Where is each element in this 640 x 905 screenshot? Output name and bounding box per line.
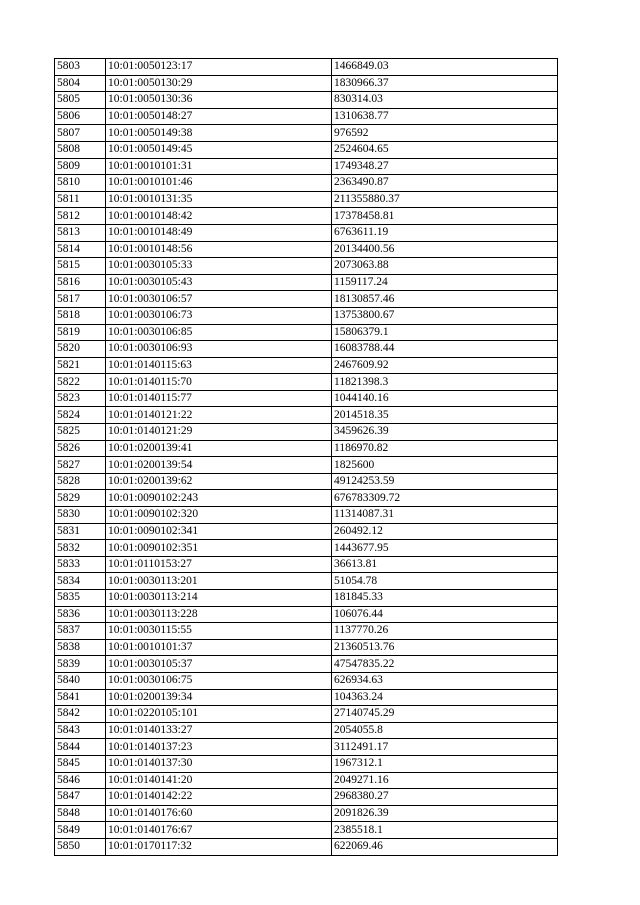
table-row bbox=[55, 175, 558, 192]
value-cell: 3459626.39 bbox=[332, 424, 558, 441]
table-row bbox=[55, 241, 558, 258]
value-cell: 16083788.44 bbox=[332, 341, 558, 358]
row-number-cell: 5822 bbox=[55, 374, 106, 391]
table-row bbox=[55, 191, 558, 208]
table-row bbox=[55, 507, 558, 524]
row-number-cell: 5813 bbox=[55, 224, 106, 241]
value-cell: 11314087.31 bbox=[332, 507, 558, 524]
table-row bbox=[55, 755, 558, 772]
cadastral-number-cell: 10:01:0050148:27 bbox=[106, 108, 332, 125]
value-cell: 1137770.26 bbox=[332, 623, 558, 640]
value-cell: 181845.33 bbox=[332, 590, 558, 607]
value-cell: 2363490.87 bbox=[332, 175, 558, 192]
table-row bbox=[55, 341, 558, 358]
cadastral-number-cell: 10:01:0170117:32 bbox=[106, 838, 332, 855]
cadastral-number-cell: 10:01:0140141:20 bbox=[106, 772, 332, 789]
cadastral-number-cell: 10:01:0090102:320 bbox=[106, 507, 332, 524]
row-number-cell: 5846 bbox=[55, 772, 106, 789]
cadastral-number-cell: 10:01:0010101:37 bbox=[106, 639, 332, 656]
cadastral-number-cell: 10:01:0030106:93 bbox=[106, 341, 332, 358]
table-row bbox=[55, 158, 558, 175]
row-number-cell: 5842 bbox=[55, 706, 106, 723]
row-number-cell: 5845 bbox=[55, 755, 106, 772]
table-row bbox=[55, 490, 558, 507]
row-number-cell: 5821 bbox=[55, 357, 106, 374]
table-row bbox=[55, 274, 558, 291]
table-row bbox=[55, 556, 558, 573]
value-cell: 1159117.24 bbox=[332, 274, 558, 291]
row-number-cell: 5810 bbox=[55, 175, 106, 192]
row-number-cell: 5808 bbox=[55, 141, 106, 158]
value-cell: 104363.24 bbox=[332, 689, 558, 706]
value-cell: 2385518.1 bbox=[332, 822, 558, 839]
cadastral-number-cell: 10:01:0030106:85 bbox=[106, 324, 332, 341]
table-row bbox=[55, 606, 558, 623]
row-number-cell: 5847 bbox=[55, 789, 106, 806]
row-number-cell: 5811 bbox=[55, 191, 106, 208]
row-number-cell: 5804 bbox=[55, 75, 106, 92]
row-number-cell: 5839 bbox=[55, 656, 106, 673]
row-number-cell: 5835 bbox=[55, 590, 106, 607]
table-row bbox=[55, 838, 558, 855]
value-cell: 2014518.35 bbox=[332, 407, 558, 424]
value-cell: 830314.03 bbox=[332, 92, 558, 109]
cadastral-number-cell: 10:01:0200139:54 bbox=[106, 457, 332, 474]
cadastral-number-cell: 10:01:0140121:22 bbox=[106, 407, 332, 424]
row-number-cell: 5828 bbox=[55, 473, 106, 490]
cadastral-number-cell: 10:01:0010131:35 bbox=[106, 191, 332, 208]
row-number-cell: 5823 bbox=[55, 390, 106, 407]
table-row bbox=[55, 523, 558, 540]
table-body bbox=[55, 59, 558, 856]
cadastral-number-cell: 10:01:0030106:57 bbox=[106, 291, 332, 308]
table-row bbox=[55, 108, 558, 125]
cadastral-number-cell: 10:01:0140137:23 bbox=[106, 739, 332, 756]
value-cell: 1830966.37 bbox=[332, 75, 558, 92]
row-number-cell: 5827 bbox=[55, 457, 106, 474]
row-number-cell: 5825 bbox=[55, 424, 106, 441]
table-row bbox=[55, 307, 558, 324]
value-cell: 2054055.8 bbox=[332, 722, 558, 739]
data-table bbox=[54, 58, 558, 856]
row-number-cell: 5819 bbox=[55, 324, 106, 341]
table-row bbox=[55, 75, 558, 92]
cadastral-number-cell: 10:01:0050123:17 bbox=[106, 59, 332, 76]
value-cell: 976592 bbox=[332, 125, 558, 142]
row-number-cell: 5833 bbox=[55, 556, 106, 573]
value-cell: 626934.63 bbox=[332, 672, 558, 689]
cadastral-number-cell: 10:01:0110153:27 bbox=[106, 556, 332, 573]
row-number-cell: 5831 bbox=[55, 523, 106, 540]
row-number-cell: 5841 bbox=[55, 689, 106, 706]
value-cell: 2049271.16 bbox=[332, 772, 558, 789]
row-number-cell: 5838 bbox=[55, 639, 106, 656]
value-cell: 49124253.59 bbox=[332, 473, 558, 490]
value-cell: 622069.46 bbox=[332, 838, 558, 855]
cadastral-number-cell: 10:01:0140176:60 bbox=[106, 805, 332, 822]
table-row bbox=[55, 739, 558, 756]
table-row bbox=[55, 258, 558, 275]
table-row bbox=[55, 805, 558, 822]
table-row bbox=[55, 656, 558, 673]
table-row bbox=[55, 722, 558, 739]
row-number-cell: 5815 bbox=[55, 258, 106, 275]
table-row bbox=[55, 672, 558, 689]
value-cell: 106076.44 bbox=[332, 606, 558, 623]
table-row bbox=[55, 689, 558, 706]
cadastral-number-cell: 10:01:0090102:341 bbox=[106, 523, 332, 540]
cadastral-number-cell: 10:01:0030113:214 bbox=[106, 590, 332, 607]
table-row bbox=[55, 59, 558, 76]
row-number-cell: 5803 bbox=[55, 59, 106, 76]
cadastral-number-cell: 10:01:0090102:243 bbox=[106, 490, 332, 507]
value-cell: 11821398.3 bbox=[332, 374, 558, 391]
table-row bbox=[55, 92, 558, 109]
cadastral-number-cell: 10:01:0140115:70 bbox=[106, 374, 332, 391]
value-cell: 36613.81 bbox=[332, 556, 558, 573]
row-number-cell: 5850 bbox=[55, 838, 106, 855]
row-number-cell: 5848 bbox=[55, 805, 106, 822]
table-row bbox=[55, 291, 558, 308]
row-number-cell: 5818 bbox=[55, 307, 106, 324]
cadastral-number-cell: 10:01:0010148:49 bbox=[106, 224, 332, 241]
table-row bbox=[55, 208, 558, 225]
row-number-cell: 5816 bbox=[55, 274, 106, 291]
row-number-cell: 5806 bbox=[55, 108, 106, 125]
value-cell: 676783309.72 bbox=[332, 490, 558, 507]
value-cell: 1310638.77 bbox=[332, 108, 558, 125]
table-row bbox=[55, 141, 558, 158]
row-number-cell: 5832 bbox=[55, 540, 106, 557]
cadastral-number-cell: 10:01:0030115:55 bbox=[106, 623, 332, 640]
value-cell: 3112491.17 bbox=[332, 739, 558, 756]
row-number-cell: 5812 bbox=[55, 208, 106, 225]
row-number-cell: 5840 bbox=[55, 672, 106, 689]
table-row bbox=[55, 374, 558, 391]
value-cell: 1044140.16 bbox=[332, 390, 558, 407]
value-cell: 15806379.1 bbox=[332, 324, 558, 341]
table-row bbox=[55, 822, 558, 839]
cadastral-number-cell: 10:01:0030105:33 bbox=[106, 258, 332, 275]
cadastral-number-cell: 10:01:0030106:73 bbox=[106, 307, 332, 324]
value-cell: 17378458.81 bbox=[332, 208, 558, 225]
cadastral-number-cell: 10:01:0010101:31 bbox=[106, 158, 332, 175]
value-cell: 21360513.76 bbox=[332, 639, 558, 656]
row-number-cell: 5820 bbox=[55, 341, 106, 358]
value-cell: 211355880.37 bbox=[332, 191, 558, 208]
cadastral-number-cell: 10:01:0030106:75 bbox=[106, 672, 332, 689]
table-row bbox=[55, 590, 558, 607]
value-cell: 1749348.27 bbox=[332, 158, 558, 175]
value-cell: 20134400.56 bbox=[332, 241, 558, 258]
row-number-cell: 5824 bbox=[55, 407, 106, 424]
cadastral-number-cell: 10:01:0050149:38 bbox=[106, 125, 332, 142]
table-row bbox=[55, 424, 558, 441]
value-cell: 18130857.46 bbox=[332, 291, 558, 308]
row-number-cell: 5836 bbox=[55, 606, 106, 623]
value-cell: 1443677.95 bbox=[332, 540, 558, 557]
value-cell: 1466849.03 bbox=[332, 59, 558, 76]
table-row bbox=[55, 440, 558, 457]
table-row bbox=[55, 125, 558, 142]
cadastral-number-cell: 10:01:0140133:27 bbox=[106, 722, 332, 739]
value-cell: 2467609.92 bbox=[332, 357, 558, 374]
cadastral-number-cell: 10:01:0050130:36 bbox=[106, 92, 332, 109]
table-row bbox=[55, 357, 558, 374]
table-row bbox=[55, 706, 558, 723]
row-number-cell: 5834 bbox=[55, 573, 106, 590]
table-row bbox=[55, 390, 558, 407]
table-row bbox=[55, 457, 558, 474]
table-row bbox=[55, 473, 558, 490]
cadastral-number-cell: 10:01:0010101:46 bbox=[106, 175, 332, 192]
cadastral-number-cell: 10:01:0090102:351 bbox=[106, 540, 332, 557]
value-cell: 27140745.29 bbox=[332, 706, 558, 723]
cadastral-number-cell: 10:01:0140176:67 bbox=[106, 822, 332, 839]
value-cell: 260492.12 bbox=[332, 523, 558, 540]
row-number-cell: 5807 bbox=[55, 125, 106, 142]
cadastral-number-cell: 10:01:0010148:56 bbox=[106, 241, 332, 258]
value-cell: 2524604.65 bbox=[332, 141, 558, 158]
row-number-cell: 5817 bbox=[55, 291, 106, 308]
table-row bbox=[55, 324, 558, 341]
cadastral-number-cell: 10:01:0200139:41 bbox=[106, 440, 332, 457]
cadastral-number-cell: 10:01:0140115:63 bbox=[106, 357, 332, 374]
row-number-cell: 5849 bbox=[55, 822, 106, 839]
table-row bbox=[55, 407, 558, 424]
row-number-cell: 5826 bbox=[55, 440, 106, 457]
row-number-cell: 5814 bbox=[55, 241, 106, 258]
value-cell: 6763611.19 bbox=[332, 224, 558, 241]
value-cell: 47547835.22 bbox=[332, 656, 558, 673]
cadastral-number-cell: 10:01:0030113:201 bbox=[106, 573, 332, 590]
cadastral-number-cell: 10:01:0200139:62 bbox=[106, 473, 332, 490]
cadastral-number-cell: 10:01:0140137:30 bbox=[106, 755, 332, 772]
table-row bbox=[55, 623, 558, 640]
cadastral-number-cell: 10:01:0200139:34 bbox=[106, 689, 332, 706]
cadastral-number-cell: 10:01:0050130:29 bbox=[106, 75, 332, 92]
value-cell: 2091826.39 bbox=[332, 805, 558, 822]
value-cell: 51054.78 bbox=[332, 573, 558, 590]
cadastral-number-cell: 10:01:0140115:77 bbox=[106, 390, 332, 407]
row-number-cell: 5830 bbox=[55, 507, 106, 524]
table-row bbox=[55, 224, 558, 241]
value-cell: 13753800.67 bbox=[332, 307, 558, 324]
row-number-cell: 5843 bbox=[55, 722, 106, 739]
row-number-cell: 5809 bbox=[55, 158, 106, 175]
value-cell: 2968380.27 bbox=[332, 789, 558, 806]
cadastral-number-cell: 10:01:0030113:228 bbox=[106, 606, 332, 623]
cadastral-number-cell: 10:01:0140142:22 bbox=[106, 789, 332, 806]
cadastral-number-cell: 10:01:0140121:29 bbox=[106, 424, 332, 441]
table-row bbox=[55, 573, 558, 590]
row-number-cell: 5837 bbox=[55, 623, 106, 640]
value-cell: 1186970.82 bbox=[332, 440, 558, 457]
cadastral-number-cell: 10:01:0030105:43 bbox=[106, 274, 332, 291]
value-cell: 1825600 bbox=[332, 457, 558, 474]
value-cell: 2073063.88 bbox=[332, 258, 558, 275]
table-row bbox=[55, 772, 558, 789]
table-row bbox=[55, 639, 558, 656]
table-row bbox=[55, 789, 558, 806]
value-cell: 1967312.1 bbox=[332, 755, 558, 772]
cadastral-number-cell: 10:01:0010148:42 bbox=[106, 208, 332, 225]
row-number-cell: 5805 bbox=[55, 92, 106, 109]
cadastral-number-cell: 10:01:0050149:45 bbox=[106, 141, 332, 158]
cadastral-number-cell: 10:01:0030105:37 bbox=[106, 656, 332, 673]
row-number-cell: 5844 bbox=[55, 739, 106, 756]
table-row bbox=[55, 540, 558, 557]
row-number-cell: 5829 bbox=[55, 490, 106, 507]
cadastral-number-cell: 10:01:0220105:101 bbox=[106, 706, 332, 723]
